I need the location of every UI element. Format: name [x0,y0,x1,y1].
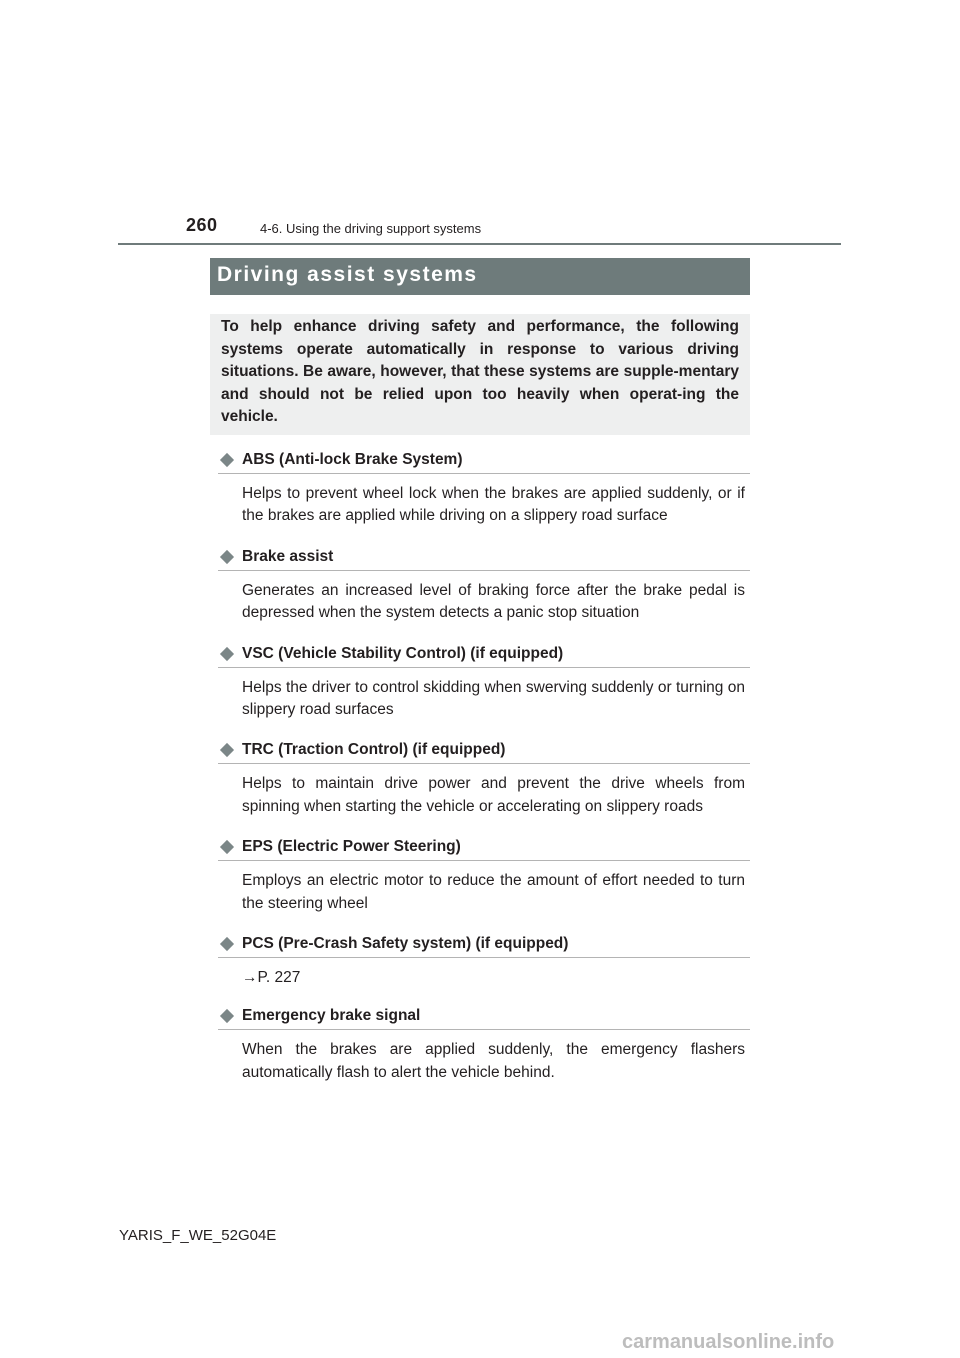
page-reference-link[interactable]: →P. 227 [242,969,301,987]
footer-code: YARIS_F_WE_52G04E [119,1227,277,1244]
entry-list [218,448,750,1084]
entry-heading [218,642,750,668]
entry-heading-text: Emergency brake signal [242,1007,421,1025]
intro-box [210,314,750,435]
entry-body: When the brakes are applied suddenly, the emergency flashers automatically flash to alert the vehicle behind. [242,1041,745,1081]
section-banner [210,258,750,295]
entry-body: Helps to prevent wheel lock when the brakes are applied suddenly, or if the brakes are applied while driving on a slippery road surface [242,485,745,525]
entry-heading [218,738,750,764]
page-number: 260 [186,215,218,235]
entry-body: Helps to maintain drive power and prevent the drive wheels from spinning when starting the vehicle or accelerating on slippery roads [242,775,745,815]
entry-heading [218,932,750,958]
entry-heading [218,1004,750,1030]
entry-heading-text: ABS (Anti-lock Brake System) [242,451,463,468]
diamond-icon [220,937,234,951]
entry-eps [218,835,750,915]
diamond-icon [220,1009,234,1023]
entry-trc [218,738,750,818]
entry-heading [218,835,750,861]
diamond-icon [220,647,234,661]
entry-heading-text: VSC (Vehicle Stability Control) (if equipped) [242,644,564,662]
chapter-title: 4-6. Using the driving support systems [260,221,482,236]
entry-vsc [218,642,750,722]
intro-text: To help enhance driving safety and performance, the following systems operate automatically in response to various driving situations. Be aware, however, that these systems are supple-mentary and should not be relied upon too heavily when operat-ing the vehicle. [221,318,739,426]
entry-heading [218,545,750,571]
diamond-icon [220,743,234,757]
entry-abs [218,448,750,528]
entry-pcs [218,932,750,989]
section-title: Driving assist systems [217,263,478,286]
entry-heading-text: EPS (Electric Power Steering) [242,838,461,856]
diamond-icon [220,840,234,854]
entry-body: Employs an electric motor to reduce the amount of effort needed to turn the steering wheel [242,872,745,912]
header-rule [118,243,841,245]
entry-heading [218,448,750,474]
entry-heading-text: Brake assist [242,547,334,565]
entry-body: Helps the driver to control skidding when swerving suddenly or turning on slippery road surfaces [242,678,745,719]
entry-emergency-brake-signal [218,1004,750,1084]
diamond-icon [220,550,234,564]
entry-body: Generates an increased level of braking force after the brake pedal is depressed when the system detects a panic stop situation [242,581,745,622]
diamond-icon [220,453,234,467]
entry-heading-text: TRC (Traction Control) (if equipped) [242,741,506,759]
entry-heading-text: PCS (Pre-Crash Safety system) (if equipped) [242,935,569,953]
entry-brake-assist [218,545,750,625]
watermark[interactable]: carmanualsonline.info [622,1331,835,1353]
